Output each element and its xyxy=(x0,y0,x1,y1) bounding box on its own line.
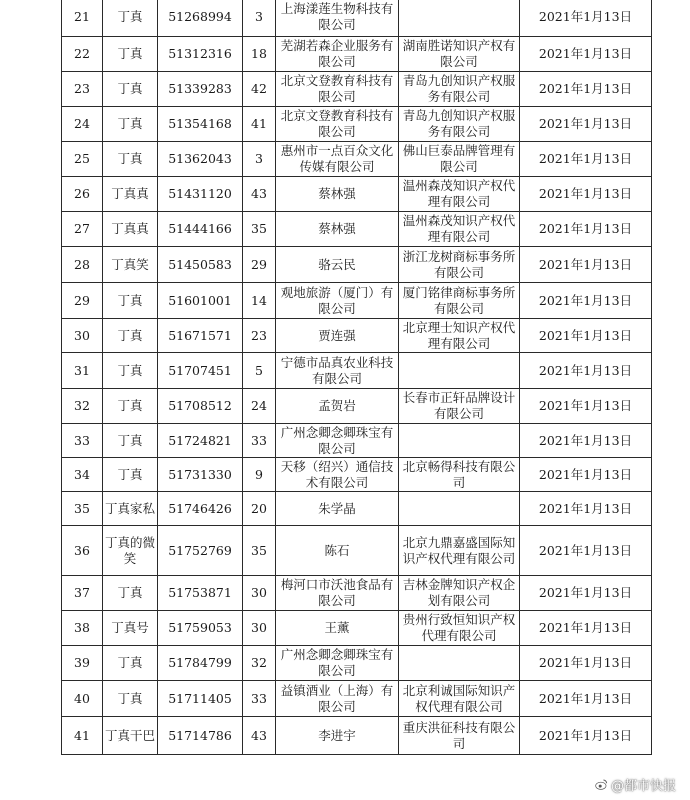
applicant-name: 天移（绍兴）通信技术有限公司 xyxy=(276,458,399,492)
class-number: 9 xyxy=(243,458,276,492)
class-number: 30 xyxy=(243,611,276,646)
agent-name: 厦门铭律商标事务所有限公司 xyxy=(399,283,520,319)
announcement-date: 2021年1月13日 xyxy=(520,283,652,319)
applicant-name: 北京文登教育科技有限公司 xyxy=(276,107,399,142)
table-row xyxy=(62,458,652,492)
agent-name: 温州森茂知识产权代理有限公司 xyxy=(399,177,520,212)
class-number: 5 xyxy=(243,353,276,389)
registration-number: 51431120 xyxy=(158,177,243,212)
class-number: 43 xyxy=(243,717,276,755)
applicant-name: 王薰 xyxy=(276,611,399,646)
trademark-name: 丁真 xyxy=(103,389,158,424)
row-number: 31 xyxy=(62,353,103,389)
table-row xyxy=(62,681,652,717)
agent-name: 重庆洪征科技有限公司 xyxy=(399,717,520,755)
announcement-date: 2021年1月13日 xyxy=(520,247,652,283)
trademark-name: 丁真的微笑 xyxy=(103,526,158,576)
table-row xyxy=(62,0,652,37)
registration-number: 51759053 xyxy=(158,611,243,646)
registration-number: 51707451 xyxy=(158,353,243,389)
row-number: 35 xyxy=(62,492,103,526)
weibo-icon xyxy=(595,778,608,791)
registration-number: 51268994 xyxy=(158,0,243,37)
class-number: 3 xyxy=(243,0,276,37)
row-number: 23 xyxy=(62,72,103,107)
trademark-name: 丁真 xyxy=(103,0,158,37)
registration-number: 51312316 xyxy=(158,37,243,72)
announcement-date: 2021年1月13日 xyxy=(520,0,652,37)
registration-number: 51752769 xyxy=(158,526,243,576)
row-number: 41 xyxy=(62,717,103,755)
announcement-date: 2021年1月13日 xyxy=(520,353,652,389)
row-number: 22 xyxy=(62,37,103,72)
trademark-name: 丁真笑 xyxy=(103,247,158,283)
agent-name xyxy=(399,353,520,389)
trademark-name: 丁真 xyxy=(103,319,158,353)
announcement-date: 2021年1月13日 xyxy=(520,142,652,177)
announcement-date: 2021年1月13日 xyxy=(520,611,652,646)
table-row xyxy=(62,72,652,107)
agent-name xyxy=(399,424,520,458)
agent-name: 吉林金牌知识产权企划有限公司 xyxy=(399,576,520,611)
trademark-name: 丁真 xyxy=(103,72,158,107)
applicant-name: 孟贺岩 xyxy=(276,389,399,424)
class-number: 35 xyxy=(243,526,276,576)
class-number: 14 xyxy=(243,283,276,319)
agent-name: 湖南胜诺知识产权有限公司 xyxy=(399,37,520,72)
table-row xyxy=(62,107,652,142)
class-number: 20 xyxy=(243,492,276,526)
announcement-date: 2021年1月13日 xyxy=(520,576,652,611)
class-number: 35 xyxy=(243,212,276,247)
row-number: 21 xyxy=(62,0,103,37)
applicant-name: 蔡林强 xyxy=(276,177,399,212)
agent-name: 青岛九创知识产权服务有限公司 xyxy=(399,107,520,142)
applicant-name: 李进宇 xyxy=(276,717,399,755)
class-number: 24 xyxy=(243,389,276,424)
applicant-name: 骆云民 xyxy=(276,247,399,283)
row-number: 29 xyxy=(62,283,103,319)
registration-number: 51746426 xyxy=(158,492,243,526)
registration-number: 51753871 xyxy=(158,576,243,611)
trademark-name: 丁真 xyxy=(103,283,158,319)
row-number: 26 xyxy=(62,177,103,212)
table-row xyxy=(62,283,652,319)
table-body xyxy=(62,0,652,755)
applicant-name: 益镇酒业（上海）有限公司 xyxy=(276,681,399,717)
registration-number: 51671571 xyxy=(158,319,243,353)
applicant-name: 芜湖若森企业服务有限公司 xyxy=(276,37,399,72)
class-number: 30 xyxy=(243,576,276,611)
trademark-name: 丁真 xyxy=(103,681,158,717)
class-number: 18 xyxy=(243,37,276,72)
class-number: 33 xyxy=(243,424,276,458)
applicant-name: 广州念卿念卿珠宝有限公司 xyxy=(276,646,399,681)
row-number: 37 xyxy=(62,576,103,611)
agent-name: 北京九鼎嘉盛国际知识产权代理有限公司 xyxy=(399,526,520,576)
class-number: 43 xyxy=(243,177,276,212)
row-number: 33 xyxy=(62,424,103,458)
row-number: 38 xyxy=(62,611,103,646)
trademark-name: 丁真 xyxy=(103,353,158,389)
registration-number: 51711405 xyxy=(158,681,243,717)
registration-number: 51708512 xyxy=(158,389,243,424)
announcement-date: 2021年1月13日 xyxy=(520,492,652,526)
announcement-date: 2021年1月13日 xyxy=(520,526,652,576)
row-number: 36 xyxy=(62,526,103,576)
applicant-name: 北京文登教育科技有限公司 xyxy=(276,72,399,107)
applicant-name: 观地旅游（厦门）有限公司 xyxy=(276,283,399,319)
row-number: 27 xyxy=(62,212,103,247)
table-row xyxy=(62,576,652,611)
registration-number: 51450583 xyxy=(158,247,243,283)
trademark-name: 丁真 xyxy=(103,458,158,492)
agent-name: 北京利诚国际知识产权代理有限公司 xyxy=(399,681,520,717)
table-row xyxy=(62,424,652,458)
agent-name: 贵州行致恒知识产权代理有限公司 xyxy=(399,611,520,646)
applicant-name: 惠州市一点百众文化传媒有限公司 xyxy=(276,142,399,177)
registration-number: 51724821 xyxy=(158,424,243,458)
applicant-name: 贾连强 xyxy=(276,319,399,353)
applicant-name: 宁德市品真农业科技有限公司 xyxy=(276,353,399,389)
announcement-date: 2021年1月13日 xyxy=(520,319,652,353)
row-number: 40 xyxy=(62,681,103,717)
trademark-name: 丁真 xyxy=(103,142,158,177)
table-row xyxy=(62,212,652,247)
table-row xyxy=(62,646,652,681)
trademark-name: 丁真 xyxy=(103,424,158,458)
announcement-date: 2021年1月13日 xyxy=(520,646,652,681)
table-row xyxy=(62,319,652,353)
registration-number: 51339283 xyxy=(158,72,243,107)
registration-number: 51784799 xyxy=(158,646,243,681)
registration-number: 51601001 xyxy=(158,283,243,319)
registration-number: 51714786 xyxy=(158,717,243,755)
announcement-date: 2021年1月13日 xyxy=(520,681,652,717)
class-number: 33 xyxy=(243,681,276,717)
agent-name xyxy=(399,492,520,526)
trademark-name: 丁真家私 xyxy=(103,492,158,526)
registration-number: 51444166 xyxy=(158,212,243,247)
registration-number: 51354168 xyxy=(158,107,243,142)
row-number: 25 xyxy=(62,142,103,177)
table-row xyxy=(62,492,652,526)
trademark-name: 丁真真 xyxy=(103,177,158,212)
table-row xyxy=(62,37,652,72)
applicant-name: 广州念卿念卿珠宝有限公司 xyxy=(276,424,399,458)
agent-name: 佛山巨泰品牌管理有限公司 xyxy=(399,142,520,177)
watermark xyxy=(595,775,676,794)
agent-name: 长春市正轩品牌设计有限公司 xyxy=(399,389,520,424)
applicant-name: 梅河口市沃池食品有限公司 xyxy=(276,576,399,611)
trademark-name: 丁真 xyxy=(103,576,158,611)
agent-name xyxy=(399,646,520,681)
applicant-name: 朱学晶 xyxy=(276,492,399,526)
table-row xyxy=(62,389,652,424)
agent-name xyxy=(399,0,520,37)
announcement-date: 2021年1月13日 xyxy=(520,458,652,492)
applicant-name: 陈石 xyxy=(276,526,399,576)
table-row xyxy=(62,142,652,177)
announcement-date: 2021年1月13日 xyxy=(520,37,652,72)
agent-name: 浙江龙树商标事务所有限公司 xyxy=(399,247,520,283)
announcement-date: 2021年1月13日 xyxy=(520,424,652,458)
class-number: 3 xyxy=(243,142,276,177)
announcement-date: 2021年1月13日 xyxy=(520,389,652,424)
watermark-text: @都市快报 xyxy=(610,779,676,794)
trademark-table xyxy=(61,0,652,755)
agent-name: 青岛九创知识产权服务有限公司 xyxy=(399,72,520,107)
row-number: 32 xyxy=(62,389,103,424)
class-number: 29 xyxy=(243,247,276,283)
registration-number: 51731330 xyxy=(158,458,243,492)
announcement-date: 2021年1月13日 xyxy=(520,177,652,212)
table-row xyxy=(62,717,652,755)
row-number: 24 xyxy=(62,107,103,142)
class-number: 41 xyxy=(243,107,276,142)
row-number: 28 xyxy=(62,247,103,283)
announcement-date: 2021年1月13日 xyxy=(520,212,652,247)
table-row xyxy=(62,611,652,646)
trademark-name: 丁真号 xyxy=(103,611,158,646)
row-number: 30 xyxy=(62,319,103,353)
class-number: 42 xyxy=(243,72,276,107)
trademark-name: 丁真 xyxy=(103,646,158,681)
agent-name: 温州森茂知识产权代理有限公司 xyxy=(399,212,520,247)
announcement-date: 2021年1月13日 xyxy=(520,107,652,142)
applicant-name: 上海漾莲生物科技有限公司 xyxy=(276,0,399,37)
trademark-name: 丁真真 xyxy=(103,212,158,247)
class-number: 32 xyxy=(243,646,276,681)
trademark-name: 丁真 xyxy=(103,107,158,142)
class-number: 23 xyxy=(243,319,276,353)
trademark-name: 丁真 xyxy=(103,37,158,72)
table-row xyxy=(62,177,652,212)
trademark-name: 丁真干巴 xyxy=(103,717,158,755)
row-number: 39 xyxy=(62,646,103,681)
table-row xyxy=(62,526,652,576)
table-row xyxy=(62,353,652,389)
row-number: 34 xyxy=(62,458,103,492)
agent-name: 北京畅得科技有限公司 xyxy=(399,458,520,492)
agent-name: 北京理士知识产权代理有限公司 xyxy=(399,319,520,353)
registration-number: 51362043 xyxy=(158,142,243,177)
announcement-date: 2021年1月13日 xyxy=(520,72,652,107)
applicant-name: 蔡林强 xyxy=(276,212,399,247)
table-row xyxy=(62,247,652,283)
announcement-date: 2021年1月13日 xyxy=(520,717,652,755)
